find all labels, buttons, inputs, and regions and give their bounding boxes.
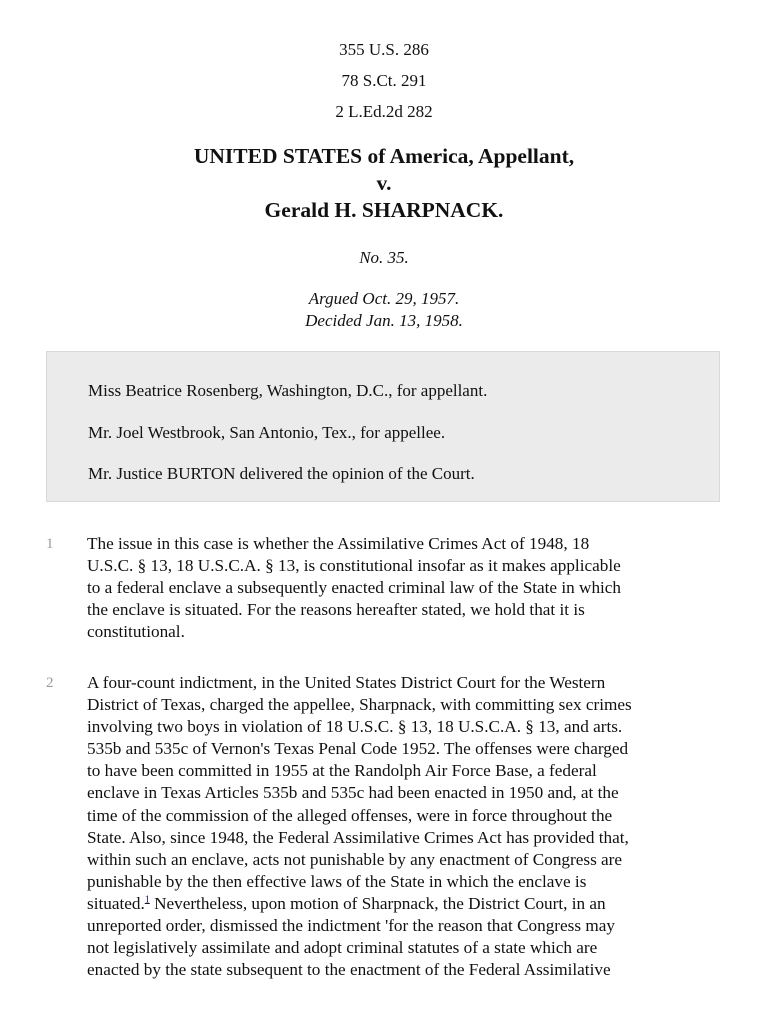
case-dates	[0, 288, 768, 332]
text-line: the enclave is situated. For the reasons hereafter stated, we hold that it is	[87, 600, 585, 620]
counsel-appellee: Mr. Joel Westbrook, San Antonio, Tex., for appellee.	[88, 423, 446, 442]
text-line: not legislatively assimilate and adopt criminal statutes of a state which are	[87, 938, 598, 958]
paragraph-number: 2	[46, 675, 54, 691]
paragraph-text	[87, 533, 727, 643]
footnote-link[interactable]: 1	[144, 894, 150, 906]
caption-appellant: UNITED STATES of America, Appellant,	[193, 144, 575, 168]
text-line: involving two boys in violation of 18 U.S.C. § 13, 18 U.S.C.A. § 13, and arts.	[87, 717, 623, 737]
text-line: District of Texas, charged the appellee, Sharpnack, with committing sex crimes	[87, 695, 632, 715]
text-line: within such an enclave, acts not punishable by any enactment of Congress are	[87, 849, 623, 869]
paragraph-text	[87, 672, 727, 981]
caption-versus: v.	[376, 171, 392, 195]
text-line: punishable by the then effective laws of the State in which the enclave is	[87, 871, 587, 891]
citations	[0, 34, 768, 127]
text-line: A four-count indictment, in the United States District Court for the Western	[87, 673, 606, 692]
text-line-with-footnote	[87, 893, 727, 915]
text-line: constitutional.	[87, 622, 185, 642]
caption-appellee: Gerald H. SHARPNACK.	[264, 198, 504, 222]
text-line: 535b and 535c of Vernon's Texas Penal Code 1952. The offenses were charged	[87, 739, 629, 759]
decided-date: Decided Jan. 13, 1958.	[305, 311, 463, 330]
paragraph-number: 1	[46, 536, 54, 552]
text-fragment: situated.	[87, 893, 145, 913]
case-caption	[0, 143, 768, 224]
text-fragment: Nevertheless, upon motion of Sharpnack, the District Court, in an	[149, 893, 606, 913]
counsel-box	[46, 351, 720, 502]
text-line: enacted by the state subsequent to the enactment of the Federal Assimilative	[87, 960, 611, 980]
counsel-appellant: Miss Beatrice Rosenberg, Washington, D.C., for appellant.	[88, 381, 488, 400]
argued-date: Argued Oct. 29, 1957.	[308, 289, 460, 308]
text-line: The issue in this case is whether the Assimilative Crimes Act of 1948, 18	[87, 534, 590, 553]
text-line: enclave in Texas Articles 535b and 535c had been enacted in 1950 and, at the	[87, 783, 619, 803]
text-line: to a federal enclave a subsequently enacted criminal law of the State in which	[87, 578, 622, 598]
text-line: U.S.C. § 13, 18 U.S.C.A. § 13, is constitutional insofar as it makes applicable	[87, 556, 621, 576]
citation-lawyers-edition: 2 L.Ed.2d 282	[335, 102, 433, 121]
text-line: time of the commission of the alleged offenses, were in force throughout the	[87, 805, 613, 825]
docket-number: No. 35.	[359, 248, 409, 267]
citation-us-reports: 355 U.S. 286	[339, 40, 429, 59]
citation-supreme-court-reporter: 78 S.Ct. 291	[341, 71, 427, 90]
text-line: State. Also, since 1948, the Federal Assimilative Crimes Act has provided that,	[87, 827, 629, 847]
opinion-author-line: Mr. Justice BURTON delivered the opinion of the Court.	[88, 464, 475, 483]
text-line: to have been committed in 1955 at the Randolph Air Force Base, a federal	[87, 761, 597, 781]
text-line: unreported order, dismissed the indictment 'for the reason that Congress may	[87, 916, 615, 936]
